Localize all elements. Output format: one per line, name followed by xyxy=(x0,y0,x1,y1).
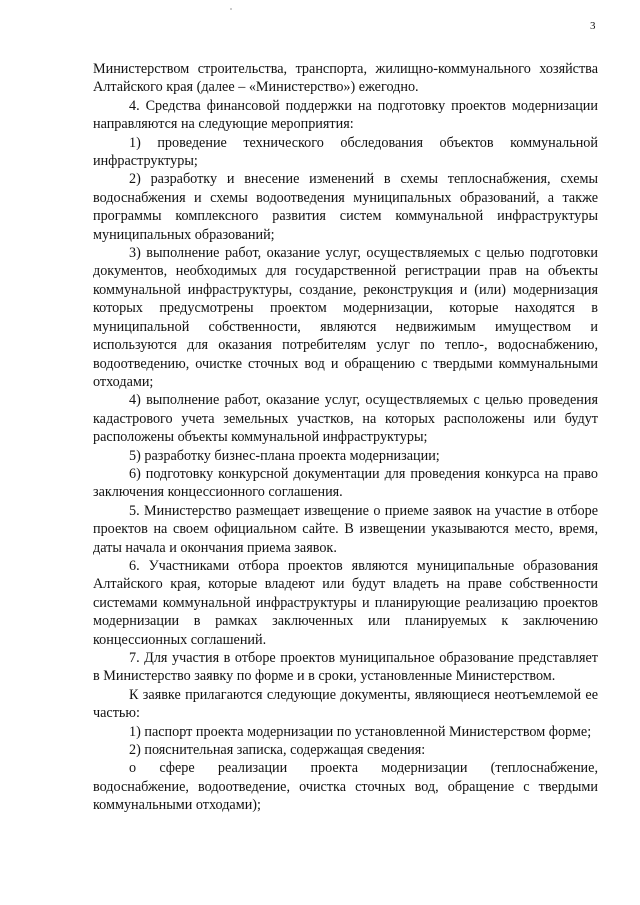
paragraph: 6) подготовку конкурсной документации для проведения конкурса на право заключения концессионного соглашения. xyxy=(93,465,598,501)
paragraph: 5. Министерство размещает извещение о приеме заявок на участие в отборе проектов на своем официальном сайте. В извещении указываются место, время, даты начала и окончания приема заявок. xyxy=(93,502,598,556)
paragraph: К заявке прилагаются следующие документы, являющиеся неотъемлемой ее частью: xyxy=(93,686,598,722)
paragraph: 1) паспорт проекта модернизации по установленной Министерством форме; xyxy=(129,723,592,740)
paragraph: 5) разработку бизнес-плана проекта модернизации; xyxy=(129,447,440,464)
paragraph: 1) проведение технического обследования объектов коммунальной инфраструктуры; xyxy=(93,134,598,170)
paragraph: 7. Для участия в отборе проектов муниципальное образование представляет в Министерство заявку по форме и в сроки, установленные Министерством. xyxy=(93,650,598,685)
paragraph: о сфере реализации проекта модернизации (теплоснабжение, водоснабжение, водоотведение, очистка сточных вод, обращение с твердыми коммунальными отходами); xyxy=(93,760,598,814)
paragraph: 2) разработку и внесение изменений в схемы теплоснабжения, схемы водоснабжения и схемы водоотведения муниципальных образований, а также программы комплексного развития систем коммунальной инфраструктуры муниципальных образований; xyxy=(93,171,598,243)
document-body xyxy=(93,60,598,815)
paragraph: Министерством строительства, транспорта, жилищно-коммунального хозяйства Алтайского края (далее – «Министерство») ежегодно. xyxy=(93,61,598,96)
paragraph: 4) выполнение работ, оказание услуг, осуществляемых с целью проведения кадастрового учета земельных участков, на которых расположены или будут расположены объекты коммунальной инфраструктуры; xyxy=(93,392,598,446)
paragraph: 6. Участниками отбора проектов являются муниципальные образования Алтайского края, которые владеют или будут владеть на праве собственности системами коммунальной инфраструктуры и планирующие реализацию проектов модернизации в рамках заключенных или планируемых к заключению концессионных соглашений. xyxy=(93,557,598,648)
page-number: 3 xyxy=(590,20,596,32)
paragraph: 4. Средства финансовой поддержки на подготовку проектов модернизации направляются на следующие мероприятия: xyxy=(93,97,598,133)
paragraph: 3) выполнение работ, оказание услуг, осуществляемых с целью подготовки документов, необходимых для государственной регистрации прав на объекты коммунальной инфраструктуры, создание, реконструкция и (или) модернизация которых предусмотрены проектом модернизации, которые находятся в муниципальной собственности, являются недвижимым имуществом и используются для оказания потребителям услуг по тепло-, водоснабжению, водоотведению, очистке сточных вод и обращению с твердыми коммунальными отходами; xyxy=(93,245,598,390)
scan-speck xyxy=(230,8,232,10)
paragraph: 2) пояснительная записка, содержащая сведения: xyxy=(129,742,426,759)
